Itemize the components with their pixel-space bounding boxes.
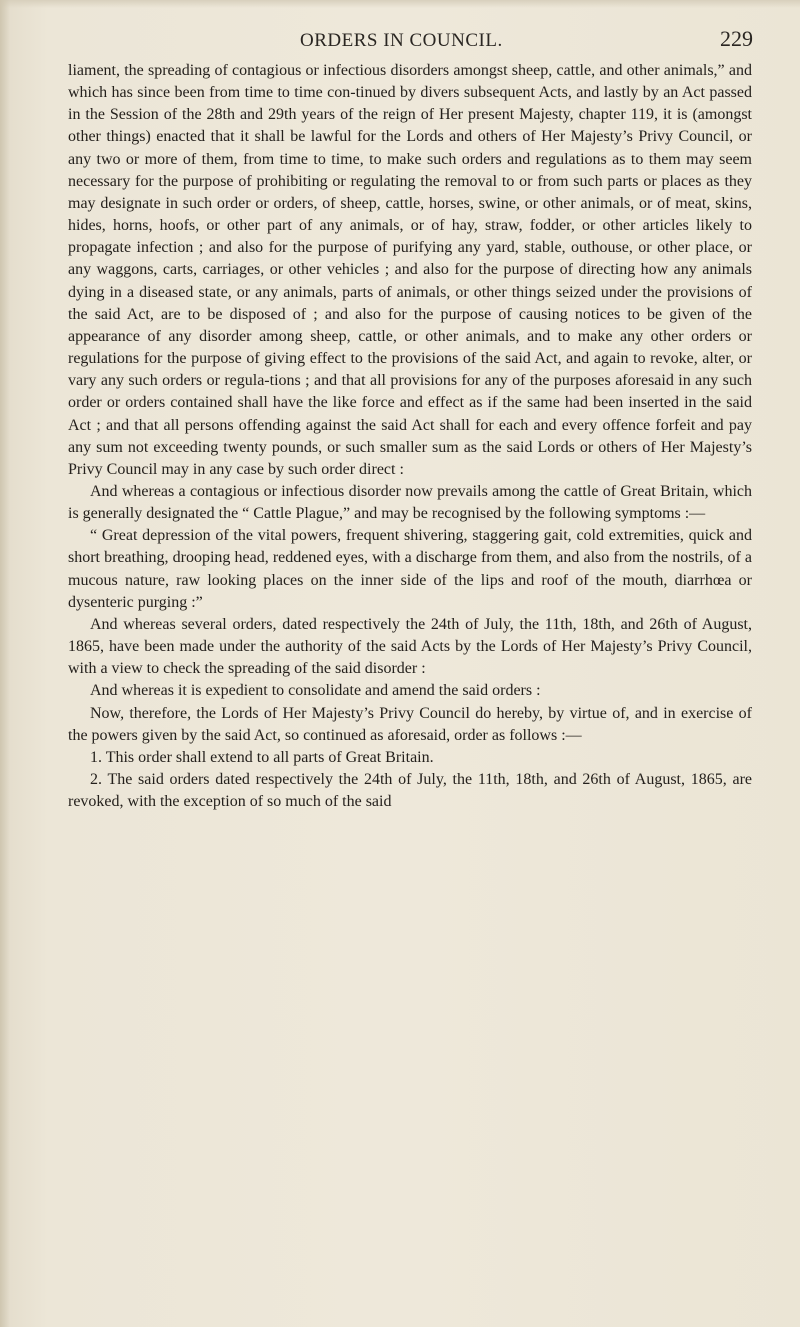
paragraph-whereas-cattle-plague: And whereas a contagious or infectious disorder now prevails among the cattle of Great Britain, which is generally designated the “ Cattle Plague,” and may be recognised by the following symptoms :— xyxy=(68,482,752,523)
page-number: 229 xyxy=(720,26,753,51)
page-top-edge xyxy=(0,0,800,8)
paragraph-whereas-orders: And whereas several orders, dated respectively the 24th of July, the 11th, 18th, and 26th of August, 1865, have been made under the authority of the said Acts by the Lords of Her Majesty’s Privy Council, with a view to check the spreading of the said disorder : xyxy=(68,615,752,678)
page-binding-shadow xyxy=(0,0,10,1327)
paragraph-order-1: 1. This order shall extend to all parts of Great Britain. xyxy=(90,748,434,766)
paragraph-symptoms-quote: “ Great depression of the vital powers, frequent shivering, staggering gait, cold extremities, quick and short breathing, drooping head, reddened eyes, with a discharge from them, and also from the nostrils, of a mucous nature, raw looking places on the inner side of the lips and roof of the mouth, diarrhœa or dysenteric purging :” xyxy=(68,527,752,611)
running-title: ORDERS IN COUNCIL. xyxy=(300,30,503,51)
paragraph-continued: liament, the spreading of contagious or infectious disorders amongst sheep, cattle, and other animals,” and which has since been from time to time con-tinued by divers subsequent Acts, and lastly by an Act passed in the Session of the 28th and 29th years of the reign of Her present Majesty, chapter 119, it is (amongst other things) enacted that it shall be lawful for the Lords and others of Her Majesty’s Privy Council, or any two or more of them, from time to time, to make such orders and regulations as to them may seem necessary for the purpose of prohibiting or regulating the removal to or from such parts or places as they may designate in such order or orders, of sheep, cattle, horses, swine, or other animals, or of meat, skins, hides, horns, hoofs, or other part of any animals, or of hay, straw, fodder, or other articles likely to propagate infection ; and also for the purpose of purifying any yard, stable, outhouse, or other place, or any waggons, carts, carriages, or other vehicles ; and also for the purpose of directing how any animals dying in a diseased state, or any animals, parts of animals, or other things seized under the provisions of the said Act, are to be disposed of ; and also for the purpose of causing notices to be given of the appearance of any disorder among sheep, cattle, or other animals, and to make any other orders or regulations for the purpose of giving effect to the provisions of the said Act, and again to revoke, alter, or vary any such orders or regula-tions ; and that all provisions for any of the purposes aforesaid in any such order or orders contained shall have the like force and effect as if the same had been inserted in the said Act ; and that all persons offending against the said Act shall for each and every offence forfeit and pay any sum not exceeding twenty pounds, or such smaller sum as the said Lords or others of Her Majesty’s Privy Council may in any case by such order direct : xyxy=(68,62,752,478)
paragraph-whereas-consolidate: And whereas it is expedient to consolidate and amend the said orders : xyxy=(90,682,541,700)
running-header xyxy=(0,20,800,60)
paragraph-order-2: 2. The said orders dated respectively the 24th of July, the 11th, 18th, and 26th of August, 1865, are revoked, with the exception of so much of the said xyxy=(68,771,752,811)
body-text xyxy=(68,60,752,813)
paragraph-now-therefore: Now, therefore, the Lords of Her Majesty’s Privy Council do hereby, by virtue of, and in exercise of the powers given by the said Act, so continued as aforesaid, order as follows :— xyxy=(68,704,752,744)
